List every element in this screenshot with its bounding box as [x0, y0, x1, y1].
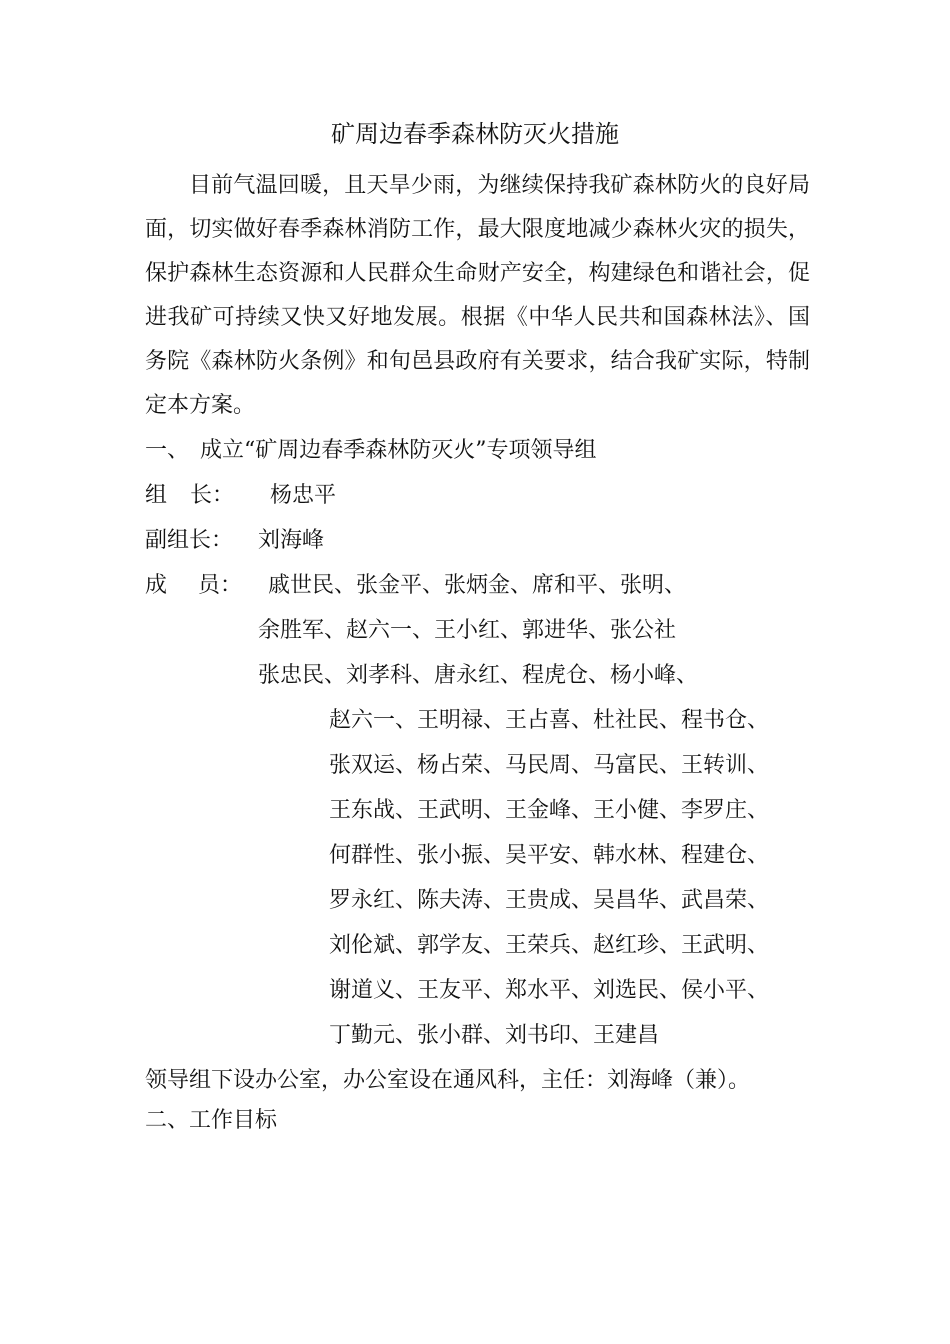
- member-line: 丁勤元、张小群、刘书印、王建昌: [329, 1023, 660, 1048]
- deputy-name: 刘海峰: [258, 528, 325, 553]
- section1-heading: 成立“矿周边春季森林防灭火”专项领导组: [200, 438, 597, 463]
- section1-number: 一、: [145, 438, 190, 463]
- members-label-part2: 员：: [198, 573, 243, 598]
- members-label-part1: 成: [145, 573, 168, 598]
- section2-heading: 二、工作目标: [145, 1108, 278, 1133]
- member-line: 戚世民、张金平、张炳金、席和平、张明、: [268, 573, 687, 598]
- member-line: 刘伦斌、郭学友、王荣兵、赵红珍、王武明、: [329, 933, 770, 958]
- member-line: 张双运、杨占荣、马民周、马富民、王转训、: [329, 753, 770, 778]
- leader-name: 杨忠平: [270, 483, 337, 508]
- leader-label-part1: 组: [145, 483, 168, 508]
- leader-label-part2: 长：: [190, 483, 235, 508]
- office-note: 领导组下设办公室，办公室设在通风科，主任：刘海峰（兼）。: [145, 1068, 751, 1093]
- member-line: 罗永红、陈夫涛、王贵成、吴昌华、武昌荣、: [329, 888, 770, 913]
- document-title: 矿周边春季森林防灭火措施: [331, 120, 619, 148]
- member-line: 赵六一、王明禄、王占喜、杜社民、程书仓、: [329, 708, 770, 733]
- member-line: 张忠民、刘孝科、唐永红、程虎仓、杨小峰、: [258, 663, 699, 688]
- member-line: 余胜军、赵六一、王小红、郭进华、张公社: [258, 618, 677, 643]
- member-line: 王东战、王武明、王金峰、王小健、李罗庄、: [329, 798, 770, 823]
- deputy-label: 副组长：: [145, 528, 234, 553]
- intro-paragraph: 目前气温回暖，且天旱少雨，为继续保持我矿森林防火的良好局面，切实做好春季森林消防工作，最大限度地减少森林火灾的损失，保护森林生态资源和人民群众生命财产安全，构建绿色和谐社会，促进我矿可持续又快又好地发展。根据《中华人民共和国森林法》、国务院《森林防火条例》和旬邑县政府有关要求，结合我矿实际，特制定本方案。: [145, 173, 810, 418]
- member-line: 谢道义、王友平、郑水平、刘选民、侯小平、: [329, 978, 770, 1003]
- member-line: 何群性、张小振、吴平安、韩水林、程建仓、: [329, 843, 770, 868]
